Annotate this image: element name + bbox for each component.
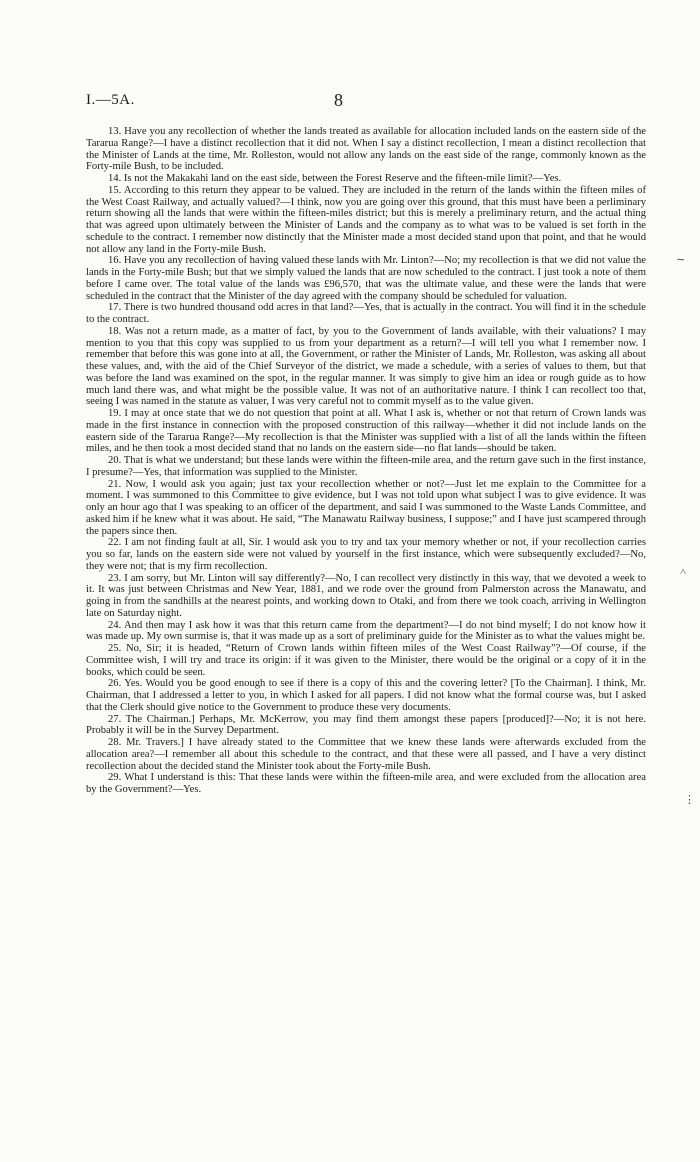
paragraph-17: 17. There is two hundred thousand odd acres in that land?—Yes, that is actually in the contract. You will find it in the schedule to the contract. [86, 302, 646, 325]
paragraph-22: 22. I am not finding fault at all, Sir. I would ask you to try and tax your memory whether or not, if your recollection carries you so far, lands on the eastern side were not valued by yourself in the first instance, which were subsequently excluded?—No, they were not; that is my firm recollection. [86, 537, 646, 572]
paragraph-21: 21. Now, I would ask you again; just tax your recollection whether or not?—Just let me explain to the Committee for a moment. I was summoned to this Committee to give evidence, but I was not told upon what subject I was to give evidence. It was only an hour ago that I was speaking to an officer of the department, and said I was summoned to the Waste Lands Committee, and asked him if he knew what it was about. He said, “The Manawatu Railway business, I suppose;” and I have just scampered through the papers since then. [86, 478, 646, 537]
paragraph-28: 28. Mr. Travers.] I have already stated to the Committee that we knew these lands were afterwards excluded from the allocation area?—I remember all about this schedule to the contract, and that these were all passed, and I have a very distinct recollection about the decided stand the Minister took about the Forty-mile Bush. [86, 737, 646, 772]
margin-mark: ∼ [676, 254, 686, 266]
paragraph-15: 15. According to this return they appear to be valued. They are included in the return of the lands within the fifteen miles of the West Coast Railway, and actually valued?—I think, now you are going over this ground, that this must have been a perliminary return showing all the lands that were within the fifteen-miles district; but this is merely a preliminary return, and the actual thing that was agreed upon ultimately between the Minister of Lands and the company as to what was to be valued is set forth in the schedule to the contract. I remember now distinctly that the Minister made a most decided stand upon that point, and that he would not allow any land in the Forty-mile Bush. [86, 184, 646, 255]
page-number: 8 [334, 90, 343, 110]
paragraph-25: 25. No, Sir; it is headed, “Return of Crown lands within fifteen miles of the West Coast Railway”?—Of course, if the Committee wish, I will try and trace its origin: if it was given to the Minister, there would be the original or a copy of it in the books, which could be seen. [86, 643, 646, 678]
paragraph-20: 20. That is what we understand; but these lands were within the fifteen-mile area, and the return gave such in the first instance, I presume?—Yes, that information was supplied to the Minister. [86, 455, 646, 478]
paragraph-16: 16. Have you any recollection of having valued these lands with Mr. Linton?—No; my recollection is that we did not value the lands in the Forty-mile Bush; but that we simply valued the lands that are now scheduled to the contract. I just took a note of them before I came over. The total value of the lands was £96,570, that was the ultimate value, and these were the lands that were scheduled in the contract that the Minister of the day agreed with the company should be scheduled for valuation. [86, 255, 646, 302]
paragraph-23: 23. I am sorry, but Mr. Linton will say differently?—No, I can recollect very distinctly in this way, that we devoted a week to it. It was just between Christmas and New Year, 1881, and we rode over the ground from Palmerston across the Manawatu, and going in from the sandhills at the nearest points, and working down to Otaki, and from there we took coach, arriving in Wellington late on Saturday night. [86, 572, 646, 619]
body-text [86, 126, 646, 796]
paragraph-24: 24. And then may I ask how it was that this return came from the department?—I do not bind myself; I do not know how it was made up. My own surmise is, that it was made up as a sort of preliminary guide for the Minister as to what the values might be. [86, 619, 646, 643]
paragraph-27: 27. The Chairman.] Perhaps, Mr. McKerrow, you may find them amongst these papers [produced]?—No; it is not here. Probably it will be in the Survey Department. [86, 713, 646, 737]
paragraph-18: 18. Was not a return made, as a matter of fact, by you to the Government of lands available, with their valuations? I may mention to you that this copy was supplied to us from your department as a return?—I will tell you what I remember now. I remember that before this was gone into at all, the Government, or rather the Minister of Lands, Mr. Rolleston, was asking all about these values, and, with the aid of the Chief Surveyor of the district, we made a schedule, with a series of values to them, but that was before the land was examined on the spot, in the regular manner. It was simply to give him an idea or rough guide as to how much land there was, and what might be the possible value. It was not of an authoritative nature. I think I can recollect too that, seeing I was named in the statute as valuer, I was very careful not to commit myself as to the value given. [86, 325, 646, 408]
document-reference: I.—5A. [86, 92, 135, 108]
paragraph-29: 29. What I understand is this: That these lands were within the fifteen-mile area, and were excluded from the allocation area by the Government?—Yes. [86, 772, 646, 795]
page-header [86, 92, 646, 112]
paragraph-26: 26. Yes. Would you be good enough to see if there is a copy of this and the covering letter? [To the Chairman]. I think, Mr. Chairman, that I addressed a letter to you, in which I asked for all papers. I did not know what the formal course was, but I asked that the Clerk should give notice to the Government to produce these very documents. [86, 678, 646, 713]
margin-mark: ˄ [680, 566, 687, 578]
paragraph-13: 13. Have you any recollection of whether the lands treated as available for allocation included lands on the eastern side of the Tararua Range?—I have a distinct recollection that it did not. When I say a distinct recollection, I mean a distinct recollection that the Minister of Lands at the time, Mr. Rolleston, would not allow any lands on the east side of the range, commonly known as the Forty-mile Bush, to be included. [86, 126, 646, 173]
paragraph-19: 19. I may at once state that we do not question that point at all. What I ask is, whether or not that return of Crown lands was made in the first instance in connection with the proposed construction of this railway—whether it did not include lands on the eastern side of the Tararua Range?—My recollection is that the Minister was supplied with a list of all the lands within the fifteen miles, and he then took a most decided stand that no lands on the eastern side—no flat lands—should be taken. [86, 408, 646, 455]
paragraph-14: 14. Is not the Makakahi land on the east side, between the Forest Reserve and the fifteen-mile limit?—Yes. [108, 173, 562, 184]
margin-mark: ⋮ [684, 794, 695, 806]
